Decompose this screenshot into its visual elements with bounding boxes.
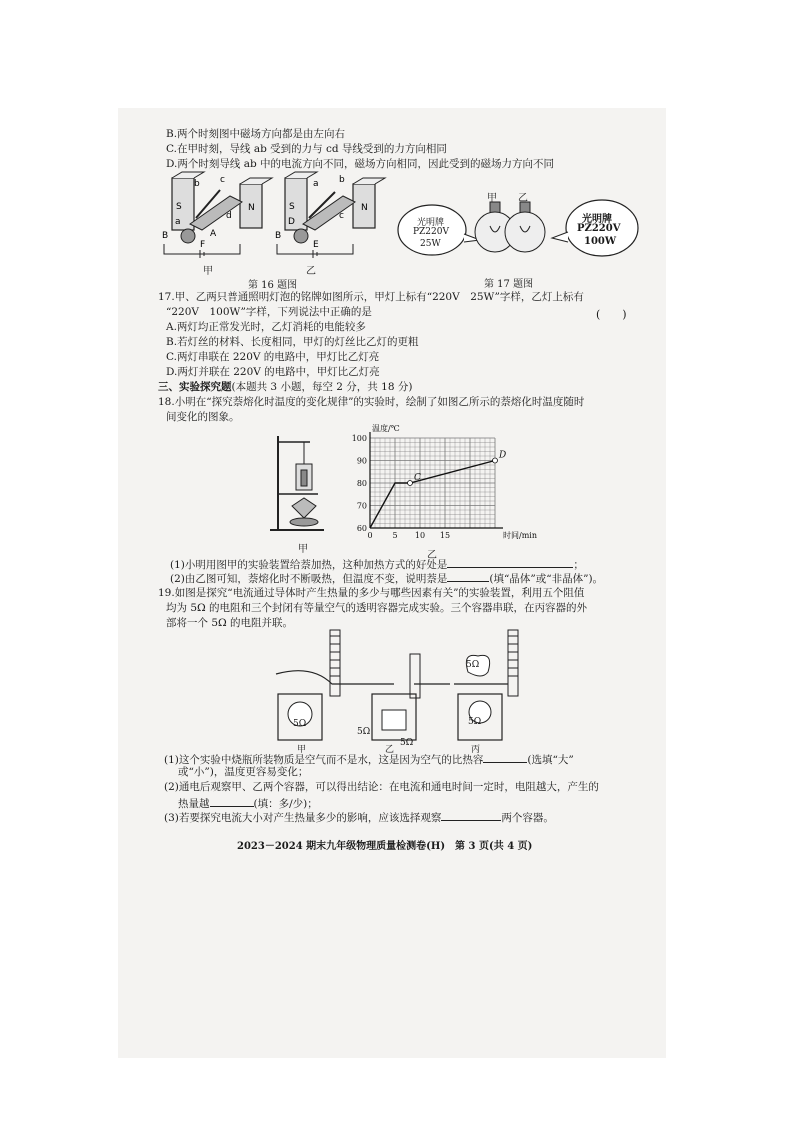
chart-x-tick-label: 15: [439, 531, 451, 540]
q17-bulb-yi-model: PZ220V: [577, 223, 621, 234]
svg-text:D: D: [288, 217, 295, 227]
q18-sub1-text: (1)小明用图甲的实验装置给萘加热，这种加热方式的好处是: [170, 559, 448, 571]
q19-r-bing-outer: 5Ω: [466, 660, 480, 670]
chart-y-tick-label: 100: [351, 434, 367, 443]
q19-label-bing: 丙: [471, 745, 481, 755]
q19-answer-blank-2[interactable]: [210, 796, 254, 807]
magnet-n-label: N: [248, 203, 255, 213]
chart-point-marker: [493, 458, 498, 463]
q19-stem-line1: 19.如图是探究“电流通过导体时产生热量的多少与哪些因素有关”的实验装置，利用五个阻值: [158, 587, 585, 599]
q17-bulb-jia-model: PZ220V: [413, 227, 449, 237]
chart-y-axis-label: 温度/℃: [372, 424, 400, 433]
q17-stem-line1: 17.甲、乙两只普通照明灯泡的铭牌如图所示，甲灯上标有“220V 25W”字样，乙灯上标有: [158, 291, 584, 303]
svg-text:E: E: [313, 240, 319, 250]
q19-sub1-line1: [164, 752, 574, 767]
q17-stem-line2: “220V 100W”字样，下列说法中正确的是: [166, 306, 372, 318]
q18-sub2-text: (2)由乙图可知，萘熔化时不断吸热，但温度不变，说明萘是: [170, 573, 448, 585]
q19-sub1-line2: 或“小”)，温度更容易变化；: [178, 766, 309, 778]
q19-r-yi-left: 5Ω: [357, 727, 371, 737]
q16-option-b: B.两个时刻图中磁场方向都是由左向右: [166, 128, 346, 140]
q19-apparatus-figure: [272, 628, 530, 748]
q17-option-c: C.两灯串联在 220V 的电路中，甲灯比乙灯亮: [166, 351, 380, 363]
svg-text:a: a: [313, 179, 319, 189]
chart-y-tick-label: 80: [356, 479, 367, 488]
svg-text:B: B: [162, 231, 169, 241]
section3-note: (本题共 3 小题，每空 2 分，共 18 分): [231, 381, 413, 393]
svg-text:b: b: [339, 175, 345, 185]
chart-x-axis-label: 时间/min: [503, 531, 537, 540]
q17-bulb-jia-brand: 光明牌: [417, 218, 445, 228]
q19-sub2-text: 热量越: [178, 798, 210, 810]
chart-x-tick-label: 10: [414, 531, 426, 540]
chart-x-tick-label: 5: [392, 531, 398, 540]
svg-text:d: d: [226, 211, 232, 221]
q19-label-jia: 甲: [297, 745, 307, 755]
svg-text:S: S: [289, 202, 295, 212]
chart-y-tick-label: 90: [356, 456, 367, 466]
q17-bulb-jia-power: 25W: [420, 239, 441, 249]
q19-answer-blank-1[interactable]: [483, 752, 527, 763]
q19-sub3: [164, 810, 554, 825]
q16-fig-label-jia: 甲: [203, 266, 213, 277]
q18-fig-label-yi: 乙: [427, 550, 437, 561]
q19-sub3-text: (3)若要探究电流大小对产生热量多少的影响，应该选择观察: [164, 812, 442, 824]
q18-answer-blank-2[interactable]: [447, 571, 489, 582]
q17-bulb-yi-brand: 光明牌: [582, 214, 612, 225]
q18-melting-chart: [345, 420, 545, 550]
svg-text:F: F: [200, 240, 206, 250]
chart-point-marker: [408, 481, 413, 486]
q19-sub2-line2: [178, 796, 318, 811]
svg-text:B: B: [275, 231, 282, 241]
q16-caption: 第 16 题图: [248, 280, 298, 291]
q19-sub2-end: (填：多/少)；: [253, 798, 318, 810]
chart-y-tick-label: 60: [356, 524, 367, 533]
svg-text:b: b: [194, 179, 200, 189]
q17-caption: 第 17 题图: [484, 279, 534, 290]
q16-figure-yi: [273, 174, 383, 266]
q19-stem-line3: 部将一个 5Ω 的电阻并联。: [166, 617, 294, 629]
chart-y-tick-label: 70: [356, 501, 367, 511]
q18-apparatus-figure: [268, 434, 328, 538]
q18-sub2: [170, 571, 603, 586]
svg-text:c: c: [220, 175, 225, 185]
q19-r-jia: 5Ω: [293, 719, 307, 729]
chart-point-label: D: [499, 450, 507, 461]
q17-bulb-yi-label: 乙: [518, 193, 528, 204]
magnet-s-label: S: [176, 202, 182, 212]
q16-fig-label-yi: 乙: [306, 266, 316, 277]
q18-stem-line2: 间变化的图象。: [166, 411, 240, 423]
q17-bulb-jia-label: 甲: [487, 193, 497, 204]
q19-sub3-end: 两个容器。: [501, 812, 554, 824]
q18-sub1-end: ；: [573, 559, 584, 571]
svg-text:a: a: [175, 217, 181, 227]
svg-text:A: A: [210, 229, 217, 239]
q19-stem-line2: 均为 5Ω 的电阻和三个封闭有等量空气的透明容器完成实验。三个容器串联，在丙容器的外: [166, 602, 588, 614]
q19-r-bing-inner: 5Ω: [468, 717, 482, 727]
chart-series-line: [370, 461, 495, 529]
q17-answer-paren: ( ): [596, 308, 627, 321]
q17-option-d: D.两灯并联在 220V 的电路中，甲灯比乙灯亮: [166, 366, 380, 378]
q17-option-a: A.两灯均正常发光时，乙灯消耗的电能较多: [166, 321, 366, 333]
page-footer: 2023－2024 期末九年级物理质量检测卷(H) 第 3 页(共 4 页): [237, 841, 533, 852]
q19-sub1-text: (1)这个实验中烧瓶所装物质是空气而不是水，这是因为空气的比热容: [164, 754, 484, 766]
q16-option-d: D.两个时刻导线 ab 中的电流方向不同，磁场方向相同，因此受到的磁场力方向不同: [166, 158, 555, 170]
q19-label-yi: 乙: [385, 745, 395, 755]
q18-stem-line1: 18.小明在“探究萘熔化时温度的变化规律”的实验时，绘制了如图乙所示的萘熔化时温度随时: [158, 396, 585, 408]
svg-text:c: c: [339, 211, 344, 221]
q18-fig-label-jia: 甲: [298, 544, 308, 555]
q18-sub1: [170, 557, 584, 572]
q18-sub2-end: (填“晶体”或“非晶体”)。: [489, 573, 604, 585]
q19-sub1-choice: (选填“大”: [527, 754, 574, 766]
q16-option-c: C.在甲时刻，导线 ab 受到的力与 cd 导线受到的力方向相同: [166, 143, 447, 155]
svg-text:N: N: [361, 203, 368, 213]
q18-answer-blank-1[interactable]: [447, 557, 573, 568]
q19-r-yi-right: 5Ω: [400, 738, 414, 748]
q16-figure-jia: [160, 174, 270, 266]
q17-option-b: B.若灯丝的材料、长度相同，甲灯的灯丝比乙灯的更粗: [166, 336, 419, 348]
q19-answer-blank-3[interactable]: [441, 810, 501, 821]
q17-bulb-yi-power: 100W: [584, 236, 617, 247]
section3-title: 三、实验探究题: [158, 381, 232, 393]
chart-x-tick-label: 0: [367, 531, 373, 540]
q19-sub2-line1: (2)通电后观察甲、乙两个容器，可以得出结论：在电流和通电时间一定时，电阻越大，产生的: [164, 781, 599, 793]
section3-heading: [158, 381, 412, 394]
chart-point-label: C: [414, 473, 421, 483]
